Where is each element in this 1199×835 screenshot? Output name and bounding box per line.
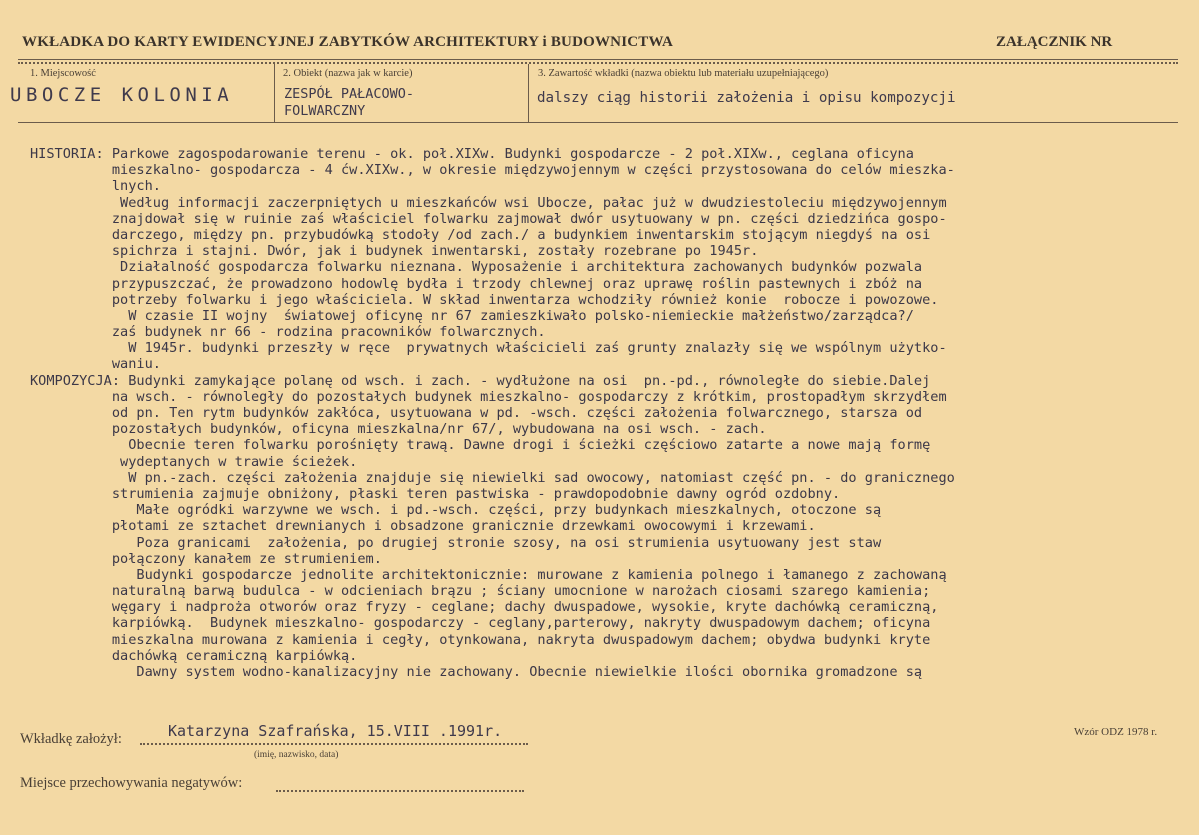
typed-body <box>30 146 1185 680</box>
text-line: Małe ogródki warzywne we wsch. i pd.-wsch. części, przy budynkach mieszkalnych, otoczone są <box>30 502 882 519</box>
field-divider-2 <box>528 64 529 122</box>
text-line: HISTORIA: Parkowe zagospodarowanie terenu - ok. poł.XIXw. Budynki gospodarcze - 2 poł.XIXw., ceglana oficyna <box>30 146 914 162</box>
obiekt-value-line-2: FOLWARCZNY <box>284 103 366 119</box>
text-line: Budynki gospodarcze jednolite architektonicznie: murowane z kamienia polnego i łamanego z zachowaną <box>30 566 947 583</box>
text-line: naturalną barwą budulca - w odcieniach brązu ; ściany umocnione w narożach ciosami szarego kamienia; <box>30 583 931 600</box>
text-line: zaś budynek nr 66 - rodzina pracowników folwarcznych. <box>30 324 546 341</box>
form-title: WKŁADKA DO KARTY EWIDENCYJNEJ ZABYTKÓW ARCHITEKTURY i BUDOWNICTWA <box>22 34 674 50</box>
text-line: W 1945r. budynki przeszły w ręce prywatnych właścicieli zaś grunty znalazły się we wspólnym użytko- <box>30 340 947 357</box>
wkladke-label: Wkładkę założył: <box>20 731 122 747</box>
text-line: darczego, między pn. przybudówką stodoły /od zach./ a budynkiem inwentarskim stojącym niegdyś na osi <box>30 226 931 243</box>
text-line: W czasie II wojny światowej oficynę nr 67 zamieszkiwało polsko-niemieckie małżeństwo/zarządca?/ <box>30 307 914 324</box>
author-caption: (imię, nazwisko, data) <box>254 750 339 760</box>
miejscowosc-label: 1. Miejscowość <box>30 68 96 79</box>
form-template-number: Wzór ODZ 1978 r. <box>1074 726 1158 738</box>
text-line: strumienia zajmuje obniżony, płaski teren pastwiska - prawdopodobnie dawny ogród ozdobny. <box>30 485 841 502</box>
top-rule <box>18 59 1178 60</box>
text-line: lnych. <box>30 178 161 195</box>
text-line: Według informacji zaczerpniętych u mieszkańców wsi Ubocze, pałac już w dwudziestoleciu międzywojennym <box>30 194 947 211</box>
obiekt-value-line-1: ZESPÓŁ PAŁACOWO- <box>284 86 415 102</box>
field-divider-1 <box>274 64 275 122</box>
fields-bottom-rule <box>18 122 1178 123</box>
miejscowosc-value: UBOCZE KOLONIA <box>10 84 234 106</box>
text-line: węgary i nadproża otworów oraz fryzy - ceglane; dachy dwuspadowe, wysokie, kryte dachówką ceramiczną, <box>30 599 939 616</box>
text-line: KOMPOZYCJA: Budynki zamykające polanę od wsch. i zach. - wydłużone na osi pn.-pd., równoległe do siebie.Dalej <box>30 372 931 389</box>
text-line: przypuszczać, że prowadzono hodowlę bydła i trzody chlewnej oraz uprawę roślin pastewnych i zbóż na <box>30 275 923 292</box>
text-line: wydeptanych w trawie ścieżek. <box>30 453 358 470</box>
text-line: Działalność gospodarcza folwarku nieznana. Wyposażenie i architektura zachowanych budynków pozwala <box>30 259 923 276</box>
text-line: mieszkalno- gospodarcza - 4 ćw.XIXw., w okresie międzywojennym w części przystosowana do celów mieszka- <box>30 162 955 179</box>
text-line: Dawny system wodno-kanalizacyjny nie zachowany. Obecnie niewielkie ilości obornika gromadzone są <box>30 664 923 680</box>
text-line: W pn.-zach. części założenia znajduje się niewielki sad owocowy, natomiast część pn. - do granicznego <box>30 469 955 486</box>
text-line: karpiówką. Budynek mieszkalno- gospodarczy - ceglany,parterowy, nakryty dwuspadowym dachem; oficyna <box>30 615 931 632</box>
text-line: płotami ze sztachet drewnianych i obsadzone granicznie drzewkami owocowymi i krzewami. <box>30 518 816 535</box>
text-line: spichrza i stajni. Dwór, jak i budynek inwentarski, zostały rozebrane po 1945r. <box>30 243 759 260</box>
text-line: połączony kanałem ze strumieniem. <box>30 550 382 567</box>
text-line: Obecnie teren folwarku porośnięty trawą. Dawne drogi i ścieżki częściowo zatarte a nowe mają formę <box>30 437 931 454</box>
author-dotted-line <box>140 743 528 745</box>
zawartosc-value: dalszy ciąg historii założenia i opisu kompozycji <box>537 90 956 106</box>
text-line: pozostałych budynków, oficyna mieszkalna/nr 67/, wybudowana na osi wsch. - zach. <box>30 421 767 438</box>
negatywy-label: Miejsce przechowywania negatywów: <box>20 775 243 791</box>
text-line: Poza granicami założenia, po drugiej stronie szosy, na osi strumienia usytuowany jest staw <box>30 534 882 551</box>
text-line: potrzeby folwarku i jego właściciela. W skład inwentarza wchodziły również konie robocze i powozowe. <box>30 291 939 308</box>
text-line: od pn. Ten rytm budynków zakłóca, usytuowana w pd. -wsch. części założenia folwarcznego, starsza od <box>30 405 923 421</box>
zawartosc-label: 3. Zawartość wkładki (nazwa obiektu lub materiału uzupełniającego) <box>538 68 829 79</box>
text-line: znajdował się w ruinie zaś właściciel folwarku zajmował dwór usytuowany w pn. części dziedzińca gospo- <box>30 210 947 227</box>
text-line: na wsch. - równoległy do pozostałych budynek mieszkalno- gospodarczy z krótkim, prostopadłym skrzydłem <box>30 388 947 405</box>
top-dotted-rule <box>18 62 1178 64</box>
text-line: mieszkalna murowana z kamienia i cegły, otynkowana, nakryta dwuspadowym dachem; obydwa budynki kryte <box>30 631 931 648</box>
negatywy-dotted-line <box>276 790 524 792</box>
annex-label: ZAŁĄCZNIK NR <box>996 34 1113 50</box>
text-line: dachówką ceramiczną karpiówką. <box>30 647 358 664</box>
text-line: waniu. <box>30 356 161 373</box>
obiekt-value <box>284 86 524 120</box>
author-value: Katarzyna Szafrańska, 15.VIII .1991r. <box>168 722 503 740</box>
obiekt-label: 2. Obiekt (nazwa jak w karcie) <box>283 68 413 79</box>
